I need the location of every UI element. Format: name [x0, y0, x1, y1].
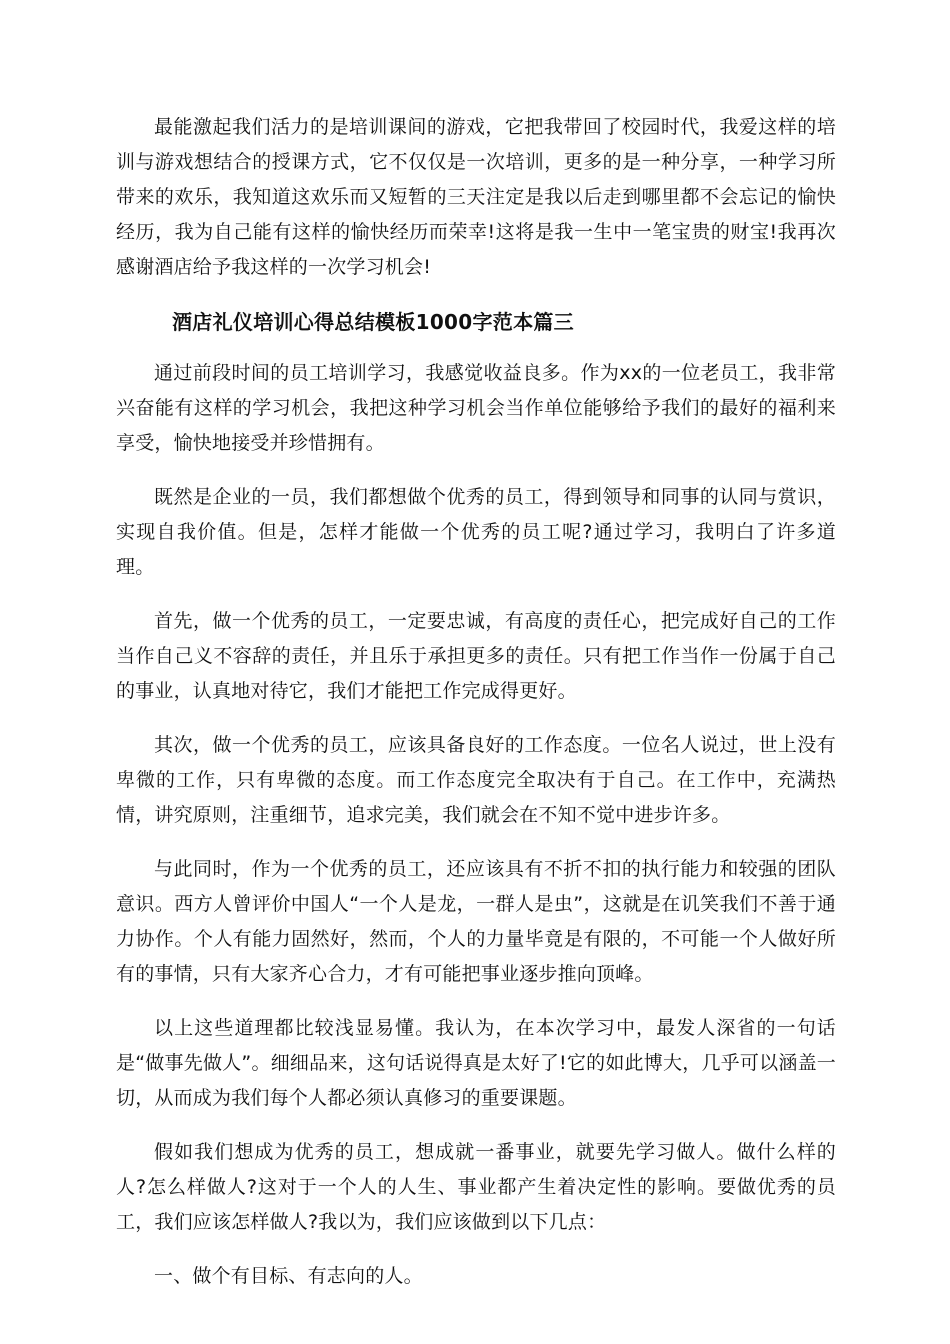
paragraph-7: 假如我们想成为优秀的员工，想成就一番事业，就要先学习做人。做什么样的人?怎么样做人?这对于一个人的人生、事业都产生着决定性的影响。要做优秀的员工，我们应该怎样做人?我以为，我们应该做到以下几点：	[116, 1141, 836, 1233]
paragraph-8: 一、做个有目标、有志向的人。	[154, 1265, 423, 1287]
document-body	[116, 110, 836, 1313]
paragraph-3: 首先，做一个优秀的员工，一定要忠诚，有高度的责任心，把完成好自己的工作当作自己义不容辞的责任，并且乐于承担更多的责任。只有把工作当作一份属于自己的事业，认真地对待它，我们才能把工作完成得更好。	[116, 610, 836, 702]
paragraph-5: 与此同时，作为一个优秀的员工，还应该具有不折不扣的执行能力和较强的团队意识。西方人曾评价中国人“一个人是龙，一群人是虫”，这就是在讥笑我们不善于通力协作。个人有能力固然好，然而，个人的力量毕竟是有限的，不可能一个人做好所有的事情，只有大家齐心合力，才有可能把事业逐步推向顶峰。	[116, 858, 836, 985]
paragraph-1: 通过前段时间的员工培训学习，我感觉收益良多。作为xx的一位老员工，我非常兴奋能有这样的学习机会，我把这种学习机会当作单位能够给予我们的最好的福利来享受，愉快地接受并珍惜拥有。	[116, 362, 836, 454]
section-heading: 酒店礼仪培训心得总结模板1000字范本篇三	[172, 310, 574, 334]
paragraph-intro: 最能激起我们活力的是培训课间的游戏，它把我带回了校园时代，我爱这样的培训与游戏想结合的授课方式，它不仅仅是一次培训，更多的是一种分享，一种学习所带来的欢乐，我知道这欢乐而又短暂的三天注定是我以后走到哪里都不会忘记的愉快经历，我为自己能有这样的愉快经历而荣幸!这将是我一生中一笔宝贵的财宝!我再次感谢酒店给予我这样的一次学习机会!	[116, 116, 836, 278]
paragraph-2: 既然是企业的一员，我们都想做个优秀的员工，得到领导和同事的认同与赏识，实现自我价值。但是，怎样才能做一个优秀的员工呢?通过学习，我明白了许多道理。	[116, 486, 836, 578]
paragraph-6: 以上这些道理都比较浅显易懂。我认为，在本次学习中，最发人深省的一句话是“做事先做人”。细细品来，这句话说得真是太好了!它的如此博大，几乎可以涵盖一切，从而成为我们每个人都必须认真修习的重要课题。	[116, 1017, 836, 1109]
paragraph-4: 其次，做一个优秀的员工，应该具备良好的工作态度。一位名人说过，世上没有卑微的工作，只有卑微的态度。而工作态度完全取决有于自己。在工作中，充满热情，讲究原则，注重细节，追求完美，我们就会在不知不觉中进步许多。	[116, 734, 836, 826]
